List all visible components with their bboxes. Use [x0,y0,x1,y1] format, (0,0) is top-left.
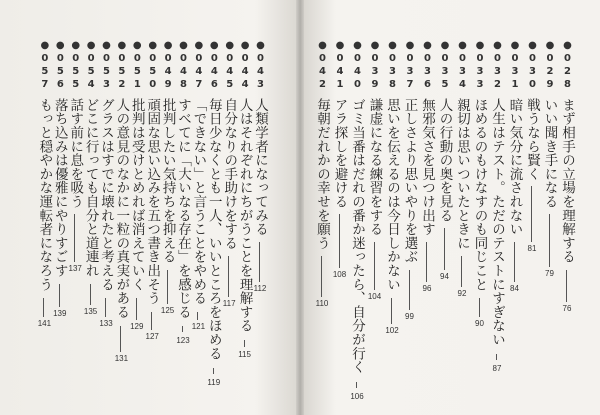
page-number: 106 [350,392,364,401]
chapter-number: ●044 [239,40,251,92]
chapter-number: ●053 [101,40,112,92]
toc-entry[interactable] [97,40,115,410]
dot-leader [496,354,497,360]
page-number: 127 [145,332,159,341]
page-number: 94 [440,272,449,281]
dot-leader [74,214,75,262]
toc-entry[interactable] [331,40,349,410]
dot-leader [59,284,60,307]
dot-leader [90,284,91,305]
toc-entry[interactable] [112,40,130,410]
dot-leader [120,326,121,352]
dot-leader [409,270,410,310]
dot-leader [151,312,152,330]
dot-leader [167,270,168,304]
chapter-title: ゴミ当番はだれの番か迷ったら、自分が行く [349,98,365,374]
chapter-number: ●049 [162,40,174,92]
page-number: 137 [68,264,82,273]
toc-entry[interactable] [35,40,53,410]
chapter-title: アラ探しを避ける [331,98,348,209]
chapter-title: 自分なりの手助けをする [221,98,238,250]
dot-leader [461,256,462,287]
chapter-number: ●036 [422,40,433,92]
page-number: 121 [191,322,206,331]
dot-leader [391,298,392,324]
dot-leader [105,298,106,317]
book-gutter [296,0,304,415]
toc-entry[interactable] [541,40,559,410]
toc-entry[interactable] [174,40,192,410]
page-number: 117 [222,299,236,308]
chapter-title: もっと穏やかな運転者になろう [36,98,53,292]
chapter-number: ●051 [131,40,143,92]
page-number: 135 [83,307,98,316]
page-number: 87 [492,364,502,373]
page-number: 79 [545,269,554,278]
page-number: 125 [160,306,175,315]
chapter-title: 無邪気さを見つけ出す [419,98,435,236]
chapter-title: ほめるのもけなすのも同じこと [471,98,488,292]
dot-leader [444,228,445,270]
dot-leader [197,312,198,320]
page-number: 84 [510,284,519,293]
chapter-number: ●031 [509,40,521,92]
chapter-title: 毎朝だれかの幸せを願う [314,98,330,250]
toc-entry[interactable] [453,40,471,410]
dot-leader [339,214,340,268]
chapter-title: 謙虚になる練習をする [366,98,383,236]
chapter-title: どこに行っても自分と道連れ [82,98,99,278]
toc-entry[interactable] [82,40,100,410]
toc-entry[interactable] [236,40,254,410]
chapter-title: 親切は思いついたときに [454,98,470,250]
page-number: 123 [176,336,190,345]
chapter-number: ●035 [439,40,451,92]
chapter-number: ●039 [369,40,381,92]
chapter-title: 「できない」と言うことをやめる [190,98,207,305]
chapter-number: ●029 [544,40,556,92]
toc-entry[interactable] [436,40,454,410]
chapter-number: ●048 [178,40,189,92]
chapter-number: ●054 [85,40,97,92]
toc-entry[interactable] [189,40,207,410]
right-page [300,0,600,415]
page-number: 129 [130,322,144,331]
toc-entry[interactable] [143,40,161,410]
chapter-number: ●046 [208,40,220,92]
toc-entry[interactable] [205,40,223,410]
chapter-title: いい聞き手になる [541,98,558,209]
dot-leader [514,242,515,282]
page-number: 141 [37,319,52,328]
chapter-number: ●047 [193,40,205,92]
chapter-number: ●042 [317,40,328,92]
page-number: 96 [422,284,432,293]
page-number: 90 [475,319,484,328]
toc-entry[interactable] [558,40,576,410]
chapter-number: ●041 [334,40,346,92]
chapter-number: ●033 [474,40,486,92]
chapter-title: 人生はテスト。ただのテストにすぎない [489,98,505,347]
chapter-title: 人の意見のなかに一粒の真実がある [113,98,130,319]
chapter-number: ●050 [147,40,159,92]
toc-entry[interactable] [471,40,489,410]
chapter-title: 頑固な思い込みを五つ書き出そう [144,98,161,305]
toc-entry[interactable] [506,40,524,410]
dot-leader [549,214,550,267]
chapter-title: 人はそれぞれにちがうことを理解する [236,98,253,333]
chapter-number: ●056 [54,40,66,92]
chapter-title: 思いを伝えるのは今日しかない [384,98,400,292]
page-number: 112 [253,284,267,293]
chapter-title: 話す前に息を吸う [67,98,84,209]
page-number: 76 [562,304,572,313]
toc-entry[interactable] [366,40,384,410]
dot-leader [228,256,229,297]
dot-leader [374,242,375,290]
chapter-title: 暗い気分に流されない [506,98,523,236]
dot-leader [213,368,214,374]
chapter-title: 落ち込みは優雅にやりすごす [51,98,68,278]
chapter-title: 毎日少なくとも一人、いいところをほめる [205,98,222,361]
dot-leader [259,242,260,282]
toc-entry[interactable] [488,40,506,410]
chapter-title: 人類学者になってみる [252,98,268,236]
toc-entry[interactable] [401,40,419,410]
chapter-title: 正しさより思いやりを選ぶ [401,98,418,264]
toc-entry[interactable] [348,40,366,410]
chapter-number: ●028 [562,40,573,92]
dot-leader [426,242,427,282]
page-number: 92 [457,289,467,298]
toc-entry[interactable] [220,40,238,410]
dot-leader [321,256,322,297]
page-number: 81 [527,244,537,253]
chapter-title: 批判は受けとめれば消えていく [128,98,145,292]
chapter-number: ●043 [255,40,266,92]
dot-leader [531,186,532,242]
chapter-title: すべてに「大いなる存在」を感じる [175,98,191,319]
dot-leader [43,298,44,317]
toc-entry[interactable] [51,40,69,410]
dot-leader [136,298,137,320]
dot-leader [479,298,480,317]
toc-entry[interactable] [383,40,401,410]
page-number: 108 [332,270,347,279]
page-number: 102 [385,326,399,335]
page-number: 110 [315,299,329,308]
chapter-title: まず相手の立場を理解する [559,98,575,264]
chapter-number: ●032 [492,40,503,92]
chapter-number: ●045 [224,40,236,92]
page-number: 133 [99,319,113,328]
dot-leader [356,382,357,388]
chapter-number: ●040 [352,40,363,92]
dot-leader [182,326,183,332]
toc-entry[interactable] [66,40,84,410]
page-number: 104 [367,292,382,301]
page-number: 115 [238,350,251,359]
toc-entry[interactable] [313,40,331,410]
page-number: 119 [207,378,221,387]
toc-entry[interactable] [418,40,436,410]
chapter-number: ●052 [116,40,128,92]
chapter-title: 人の行動の奥を見る [436,98,453,223]
chapter-title: グラスはすでに壊れたと考える [98,98,114,292]
chapter-number: ●030 [527,40,538,92]
chapter-number: ●057 [39,40,51,92]
page-number: 131 [114,354,129,363]
dot-leader [566,270,567,302]
toc-entry[interactable] [523,40,541,410]
chapter-title: 戦うなら賢く [524,98,540,181]
chapter-number: ●034 [457,40,468,92]
chapter-title: 批判したい気持ちを抑える [159,98,176,264]
chapter-number: ●055 [70,40,82,92]
dot-leader [244,340,245,347]
page-number: 99 [405,312,414,321]
toc-entry[interactable] [159,40,177,410]
chapter-number: ●037 [404,40,416,92]
chapter-number: ●038 [387,40,398,92]
page-number: 139 [53,309,67,318]
